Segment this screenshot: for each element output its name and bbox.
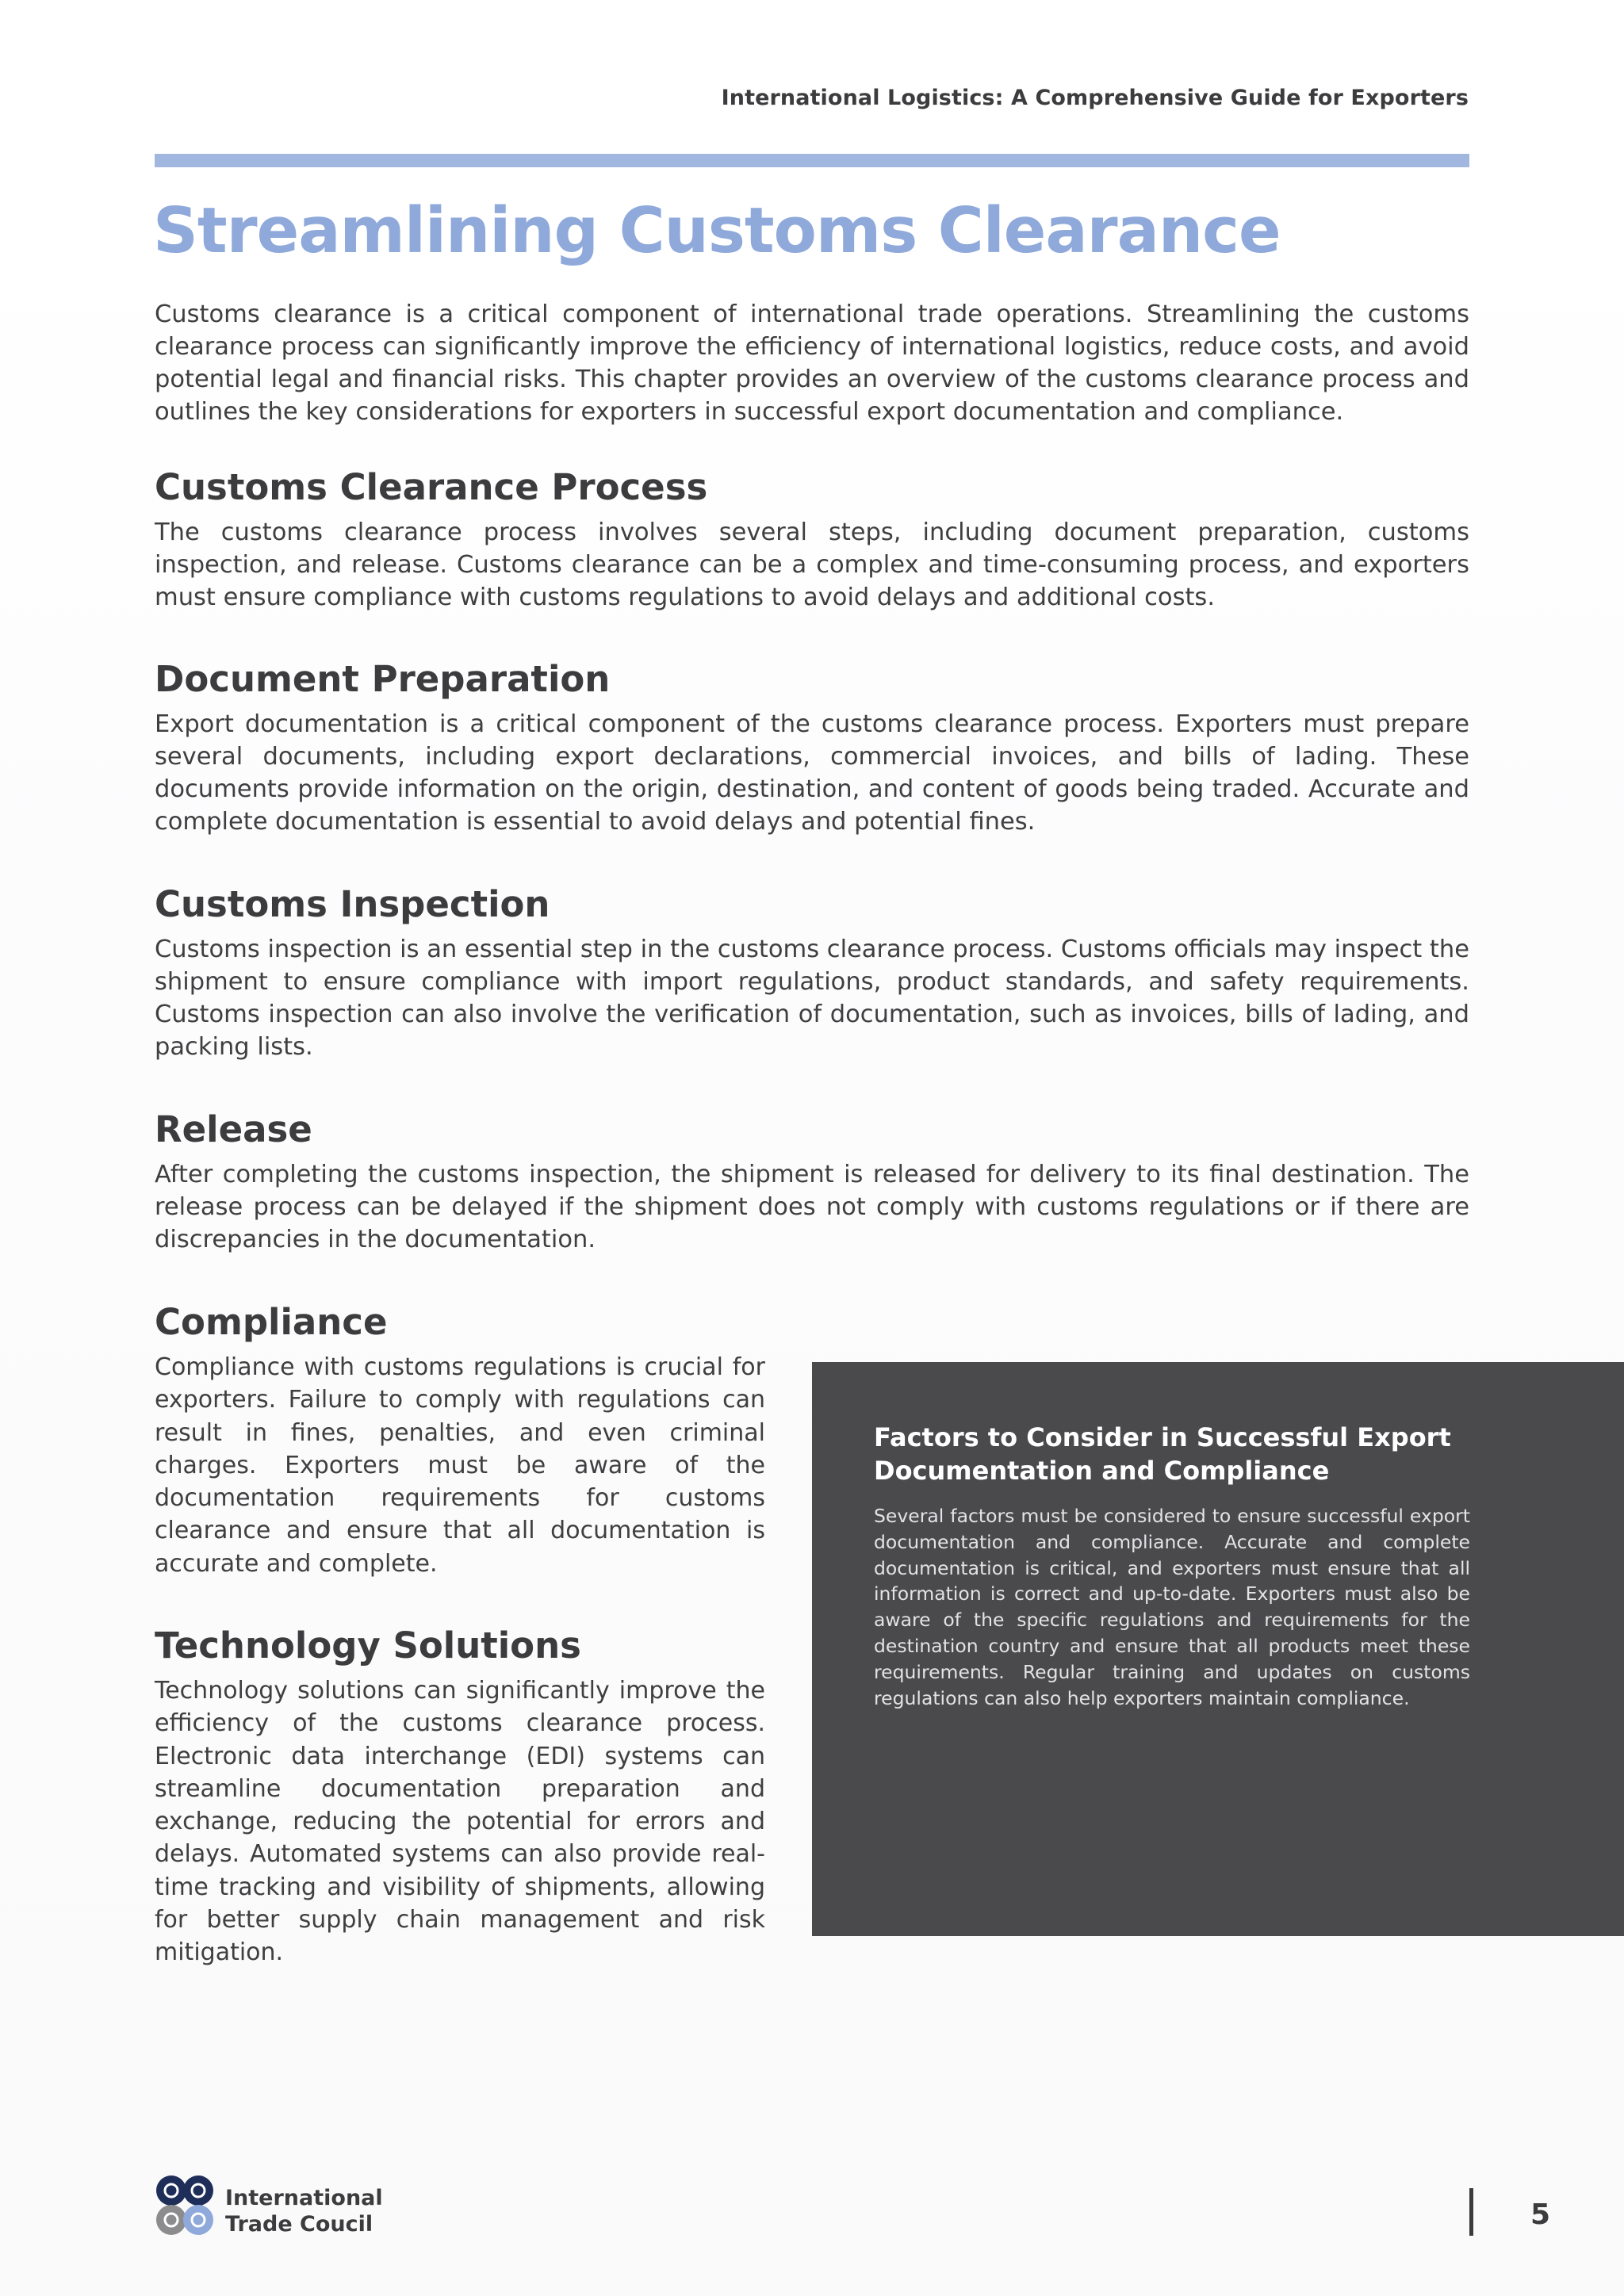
section-customs-inspection [155,882,1469,1063]
intro-paragraph: Customs clearance is a critical component of international trade operations. Streamlining the customs clearance process can significantly improve the efficiency of international logistics, reduce costs, and avoid potential legal and financial risks. This chapter provides an overview of the customs clearance process and outlines the key considerations for exporters in successful export documentation and compliance. [155,300,1469,426]
page-title: Streamlining Customs Clearance [153,194,1281,267]
section-heading: Customs Clearance Process [155,466,708,508]
callout-box [812,1362,1624,1936]
running-header: International Logistics: A Comprehensive Guide for Exporters [721,86,1469,110]
section-heading: Customs Inspection [155,883,550,925]
section-paragraph: Export documentation is a critical component of the customs clearance process. Exporters must prepare several documents, including export declarations, commercial invoices, and bills of lading. These documents provide information on the origin, destination, and content of goods being traded. Accurate and complete documentation is essential to avoid delays and potential fines. [155,710,1469,836]
callout-text: Several factors must be considered to ensure successful export documentation and compliance. Accurate and complete documentation is critical, and exporters must ensure that all information is correct and up-to-date. Exporters must also be aware of the specific regulations and requirements for the destination country and ensure that all products meet these requirements. Regular training and updates on customs regulations can also help exporters maintain compliance. [874,1505,1470,1709]
section-heading: Technology Solutions [155,1624,581,1667]
section-heading: Document Preparation [155,658,611,700]
page-number: 5 [1530,2198,1551,2231]
section-process [155,465,1469,614]
section-heading: Release [155,1108,312,1150]
callout-title: Factors to Consider in Successful Export Documentation and Compliance [874,1422,1451,1486]
footer-org-line: International [225,2186,383,2210]
section-technology [155,1624,765,1969]
four-circles-logo-icon [155,2175,215,2237]
section-paragraph: Customs inspection is an essential step in the customs clearance process. Customs officials may inspect the shipment to ensure compliance with import regulations, product standards, and safety requirements. Customs inspection can also involve the verification of documentation, such as invoices, bills of lading, and packing lists. [155,936,1469,1061]
section-release [155,1108,1469,1256]
section-paragraph: After completing the customs inspection, the shipment is released for delivery to its final destination. The release process can be delayed if the shipment does not comply with customs regulations or if there are discrepancies in the documentation. [155,1161,1469,1253]
intro-block [155,298,1469,428]
header-rule [155,154,1469,167]
section-document-preparation [155,657,1469,838]
section-compliance [155,1300,765,1580]
footer-divider [1469,2188,1473,2236]
section-paragraph: Technology solutions can significantly improve the efficiency of the customs clearance process. Electronic data interchange (EDI) systems can streamline documentation preparation and exchange, reducing the potential for errors and delays. Automated systems can also provide real-time tracking and visibility of shipments, allowing for better supply chain management and risk mitigation. [155,1677,765,1967]
section-paragraph: Compliance with customs regulations is crucial for exporters. Failure to comply with regulations can result in fines, penalties, and even criminal charges. Exporters must be aware of the documentation requirements for customs clearance and ensure that all documentation is accurate and complete. [155,1353,765,1578]
footer-org-line: Trade Coucil [225,2212,373,2237]
section-heading: Compliance [155,1301,388,1343]
section-paragraph: The customs clearance process involves several steps, including document preparation, customs inspection, and release. Customs clearance can be a complex and time-consuming process, and exporters must ensure compliance with customs regulations to avoid delays and additional costs. [155,519,1469,611]
footer-organization-name [225,2185,383,2237]
